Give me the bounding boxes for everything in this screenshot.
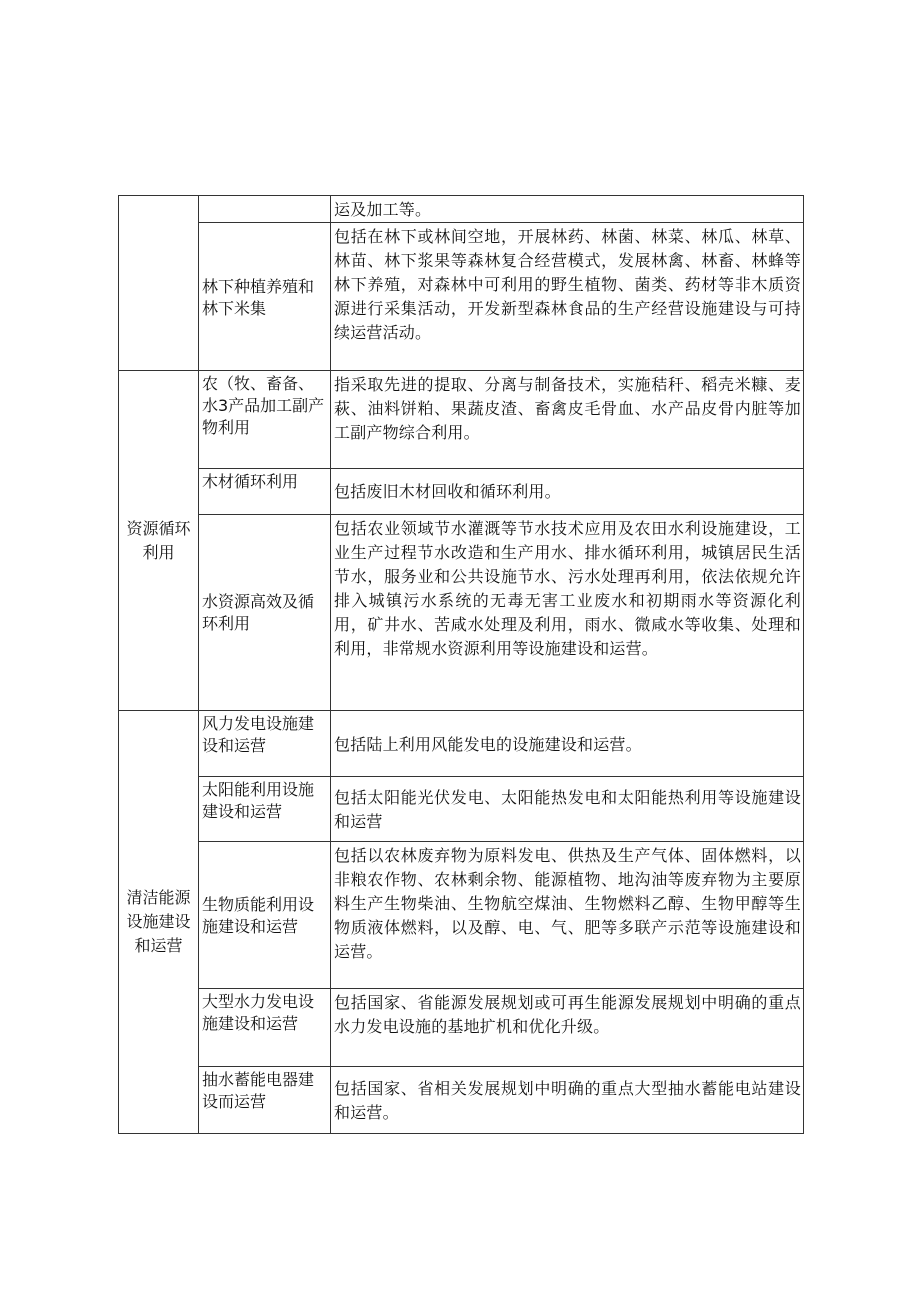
subcategory-cell: 太阳能利用设施建设和运营 xyxy=(199,777,331,842)
table-row xyxy=(119,514,804,710)
category-cell xyxy=(119,196,199,371)
subcategory-cell: 生物质能利用设施建设和运营 xyxy=(199,842,331,988)
description-cell: 包括太阳能光伏发电、太阳能热发电和太阳能热利用等设施建设和运营 xyxy=(331,777,804,842)
table-row xyxy=(119,1066,804,1133)
subcategory-cell: 农（牧、畜备、水3产品加工副产物利用 xyxy=(199,371,331,468)
description-cell: 包括农业领域节水灌溉等节水技术应用及农田水利设施建设，工业生产过程节水改造和生产用水、排水循环利用，城镇居民生活节水，服务业和公共设施节水、污水处理再利用，依法依规允许排入城镇污水系统的无毒无害工业废水和初期雨水等资源化利用，矿井水、苦咸水处理及利用，雨水、微咸水等收集、处理和利用，非常规水资源利用等设施建设和运营。 xyxy=(331,514,804,710)
table-row xyxy=(119,196,804,223)
table-row xyxy=(119,711,804,777)
table-row xyxy=(119,842,804,988)
subcategory-cell: 木材循环利用 xyxy=(199,468,331,514)
table-row xyxy=(119,223,804,371)
table-row xyxy=(119,371,804,468)
category-cell: 清洁能源设施建设和运营 xyxy=(119,711,199,1134)
subcategory-cell: 风力发电设施建设和运营 xyxy=(199,711,331,777)
description-cell: 运及加工等。 xyxy=(331,196,804,223)
description-cell: 包括国家、省相关发展规划中明确的重点大型抽水蓄能电站建设和运营。 xyxy=(331,1066,804,1133)
subcategory-cell: 大型水力发电设施建设和运营 xyxy=(199,988,331,1066)
description-cell: 指采取先进的提取、分离与制备技术，实施秸秆、稻壳米糠、麦萩、油料饼粕、果蔬皮渣、畜禽皮毛骨血、水产品皮骨内脏等加工副产物综合利用。 xyxy=(331,371,804,468)
classification-table xyxy=(118,195,804,1134)
subcategory-cell xyxy=(199,196,331,223)
description-cell: 包括废旧木材回收和循环利用。 xyxy=(331,468,804,514)
subcategory-cell: 林下种植养殖和林下米集 xyxy=(199,223,331,371)
description-cell: 包括陆上利用风能发电的设施建设和运营。 xyxy=(331,711,804,777)
description-cell: 包括国家、省能源发展规划或可再生能源发展规划中明确的重点水力发电设施的基地扩机和优化升级。 xyxy=(331,988,804,1066)
table-row xyxy=(119,468,804,514)
table-row xyxy=(119,777,804,842)
table-row xyxy=(119,988,804,1066)
category-cell: 资源循环利用 xyxy=(119,371,199,711)
description-cell: 包括在林下或林间空地，开展林药、林菌、林菜、林瓜、林草、林苗、林下浆果等森林复合经营模式，发展林禽、林畜、林蜂等林下养殖，对森林中可利用的野生植物、菌类、药材等非木质资源进行采集活动，开发新型森林食品的生产经营设施建设与可持续运营活动。 xyxy=(331,223,804,371)
subcategory-cell: 水资源高效及循环利用 xyxy=(199,514,331,710)
description-cell: 包括以农林废弃物为原料发电、供热及生产气体、固体燃料，以非粮农作物、农林剩余物、能源植物、地沟油等废弃物为主要原料生产生物柴油、生物航空煤油、生物燃料乙醇、生物甲醇等生物质液体燃料，以及醇、电、气、肥等多联产示范等设施建设和运营。 xyxy=(331,842,804,988)
subcategory-cell: 抽水蓄能电器建设而运营 xyxy=(199,1066,331,1133)
